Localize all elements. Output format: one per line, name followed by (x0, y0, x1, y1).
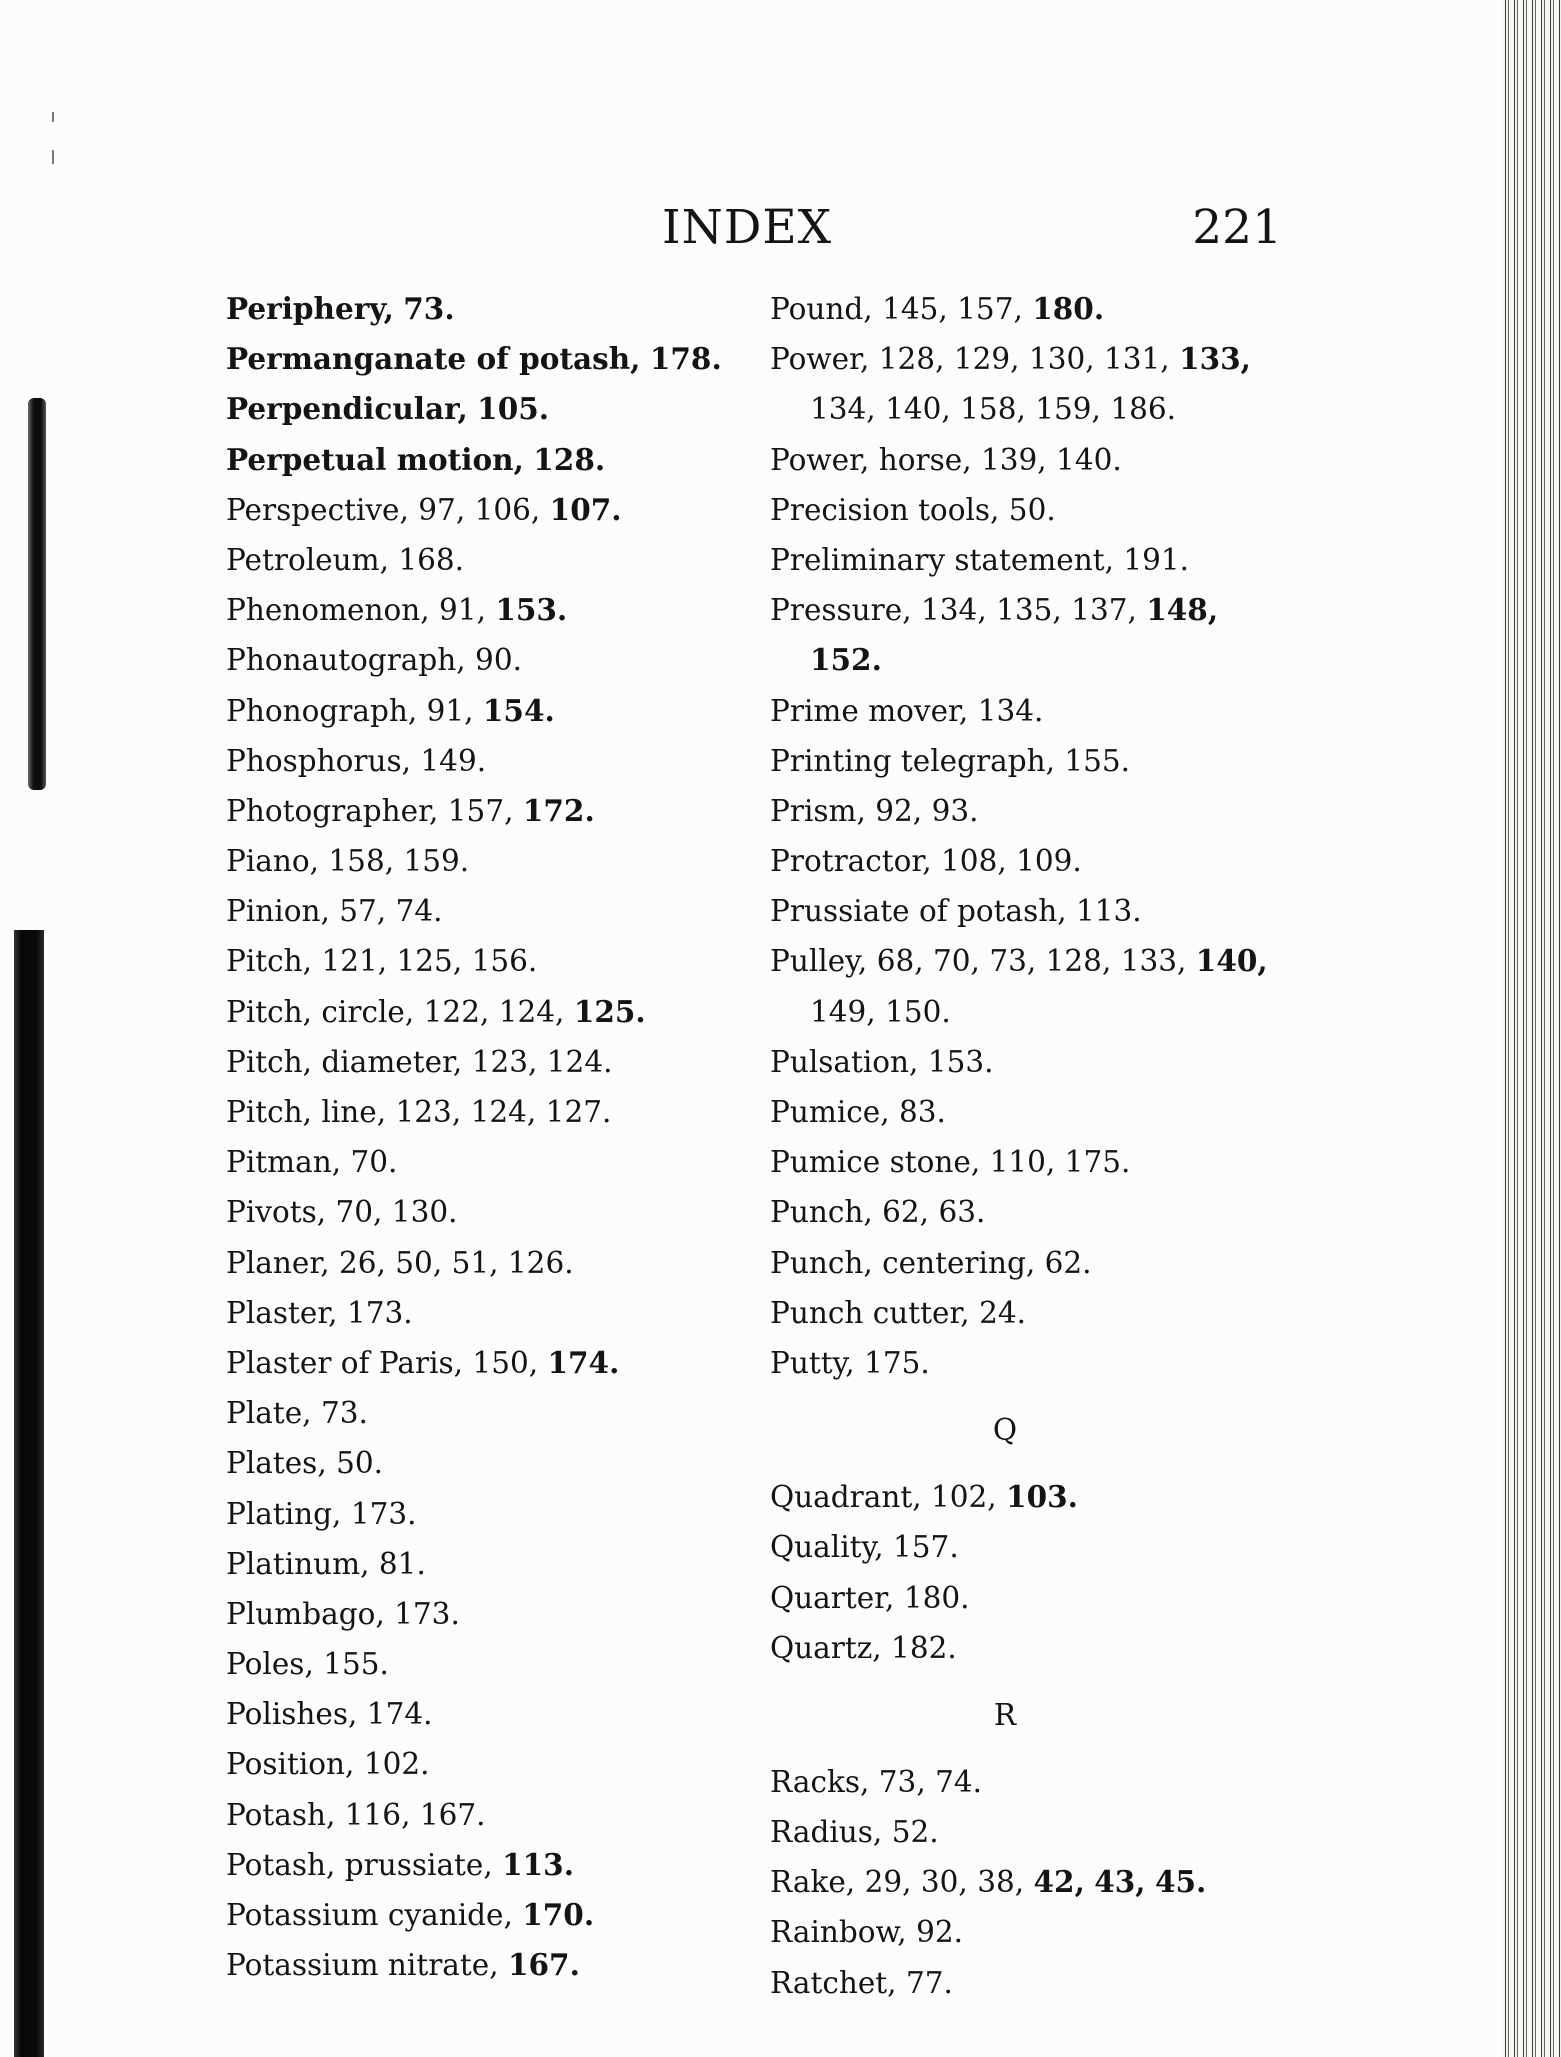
page-reference: 43, (1094, 1864, 1146, 1900)
page-reference: 93. (931, 793, 979, 828)
index-term: Pulley, (770, 944, 868, 979)
index-entry (226, 736, 746, 786)
page-reference: 173. (350, 1496, 417, 1531)
index-term: Prism, (770, 793, 866, 828)
index-term: Prime mover, (770, 693, 969, 728)
page-reference: 150. (885, 994, 951, 1029)
page-reference: 73. (320, 1396, 368, 1431)
index-term: Plaster of Paris, (226, 1345, 464, 1380)
index-term: Poles, (226, 1647, 314, 1682)
page-reference: 70. (350, 1145, 398, 1180)
index-term: Power, horse, (770, 442, 972, 477)
index-entry (770, 1522, 1290, 1572)
index-term: Plumbago, (226, 1596, 385, 1631)
index-term: Phenomenon, (226, 593, 430, 628)
page-reference: 81. (378, 1546, 426, 1581)
index-term: Power, (770, 342, 870, 377)
page-reference: 159. (403, 844, 470, 879)
page-reference: 91, (426, 693, 474, 728)
index-entry (770, 1187, 1290, 1237)
page-reference: 130. (391, 1195, 458, 1230)
page-reference: 29, (864, 1865, 912, 1900)
page-reference: 123, (471, 1044, 538, 1079)
index-term: Quarter, (770, 1580, 895, 1615)
index-term: Racks, (770, 1764, 870, 1799)
index-entry (226, 585, 746, 635)
page-reference: 26, (338, 1245, 386, 1280)
index-entry (770, 1037, 1290, 1087)
page-reference: 155. (1064, 743, 1131, 778)
index-entry (226, 836, 746, 886)
index-term: Potash, prussiate, (226, 1847, 493, 1882)
index-term: Protractor, (770, 844, 932, 879)
page-reference: 68, (876, 944, 924, 979)
page-reference: 128, (1045, 944, 1112, 979)
index-entry (770, 1857, 1290, 1907)
index-entry (770, 435, 1290, 485)
page-reference: 173. (394, 1596, 460, 1631)
index-entry (226, 1288, 746, 1338)
index-entry (226, 485, 746, 535)
index-entry (226, 535, 746, 585)
page-reference: 90. (475, 643, 522, 678)
page-reference: 180. (1032, 291, 1105, 326)
page-title: INDEX (662, 200, 833, 255)
page-reference: 73, (878, 1764, 926, 1799)
page-reference: 63. (938, 1195, 986, 1230)
page-reference: 140. (1056, 442, 1122, 477)
index-entry (226, 635, 746, 685)
index-entry (226, 786, 746, 836)
page-reference: 182. (891, 1630, 957, 1665)
index-term: Perpendicular, (226, 391, 468, 427)
page-reference: 158, (960, 392, 1026, 427)
page-reference: 122, (423, 994, 490, 1029)
index-term: Perspective, (226, 492, 409, 527)
page-reference: 50, (395, 1245, 443, 1280)
page-reference: 156. (471, 944, 538, 979)
index-term: Perpetual motion, (226, 441, 524, 477)
index-term: Precision tools, (770, 492, 1000, 527)
index-term: Petroleum, (226, 542, 389, 577)
page-reference: 133, (1179, 341, 1251, 377)
page-reference: 124, (470, 1095, 537, 1129)
scan-margin-mark-bottom (14, 930, 44, 2057)
scan-speck (52, 112, 54, 122)
page-reference: 62, (882, 1195, 930, 1230)
index-entry (226, 1739, 746, 1789)
page-reference: 91, (439, 593, 486, 628)
index-entry (770, 1472, 1290, 1522)
page-reference: 173. (346, 1295, 413, 1330)
index-entry (226, 1840, 746, 1890)
index-entry (770, 1573, 1290, 1623)
index-entry (770, 1958, 1290, 2008)
page-reference: 175. (1064, 1145, 1131, 1180)
index-term: Putty, (770, 1345, 855, 1380)
index-term: Prussiate of potash, (770, 894, 1067, 929)
index-column-left (226, 284, 746, 1990)
index-term: Piano, (226, 844, 320, 879)
index-entry (770, 1288, 1290, 1338)
index-entry (226, 384, 746, 434)
page-header (230, 200, 1282, 260)
page-reference: 57, (339, 894, 387, 929)
index-entry (770, 786, 1290, 836)
index-entry (770, 1907, 1290, 1957)
index-term: Phonograph, (226, 693, 418, 728)
page-reference: 42, (1033, 1864, 1085, 1900)
index-entry (226, 284, 746, 334)
page-reference: 123, (395, 1095, 462, 1129)
page-reference: 51, (451, 1245, 499, 1280)
index-entry-continuation (770, 635, 1290, 685)
index-term: Rake, (770, 1865, 856, 1900)
index-entry (770, 485, 1290, 535)
index-term: Potash, (226, 1797, 336, 1832)
page-reference: 127. (545, 1095, 612, 1129)
page-reference: 191. (1123, 542, 1190, 577)
index-entry (226, 1539, 746, 1589)
index-entry (770, 1137, 1290, 1187)
index-entry (770, 1338, 1290, 1388)
page-reference: 50. (1008, 492, 1056, 527)
index-entry (226, 1790, 746, 1840)
page-reference: 102. (363, 1747, 430, 1782)
page-reference: 24. (979, 1295, 1026, 1330)
index-entry (226, 987, 746, 1037)
page-reference: 158, (328, 844, 395, 879)
page-reference: 113. (502, 1846, 574, 1882)
index-term: Printing telegraph, (770, 743, 1055, 778)
page-reference: 167. (507, 1947, 580, 1983)
page-reference: 103. (1006, 1479, 1078, 1515)
index-entry (226, 1890, 746, 1940)
page-reference: 113. (1076, 894, 1142, 929)
page-reference: 77. (905, 1965, 953, 2000)
index-entry (226, 1338, 746, 1388)
page-reference: 124. (546, 1044, 613, 1079)
page-reference: 175. (864, 1345, 930, 1380)
page-reference: 157, (957, 292, 1023, 326)
index-entry (770, 1623, 1290, 1673)
page-reference: 128, (878, 342, 945, 377)
index-entry (770, 736, 1290, 786)
index-entry (226, 686, 746, 736)
page-reference: 131, (1104, 342, 1170, 377)
index-term: Radius, (770, 1815, 883, 1850)
page-reference: 167. (419, 1797, 486, 1832)
index-term: Plate, (226, 1396, 312, 1431)
index-entry (770, 334, 1290, 384)
index-term: Polishes, (226, 1697, 358, 1732)
page-reference: 178. (649, 341, 722, 377)
page-reference: 130, (1028, 342, 1095, 377)
page-reference: 126. (507, 1245, 574, 1280)
page-reference: 125, (396, 944, 463, 979)
index-term: Punch cutter, (770, 1295, 970, 1330)
index-entry (226, 1137, 746, 1187)
index-entry (226, 334, 746, 384)
page-reference: 180. (903, 1580, 970, 1615)
page-reference: 128. (533, 441, 606, 477)
scan-speck (52, 150, 54, 164)
index-term: Pitch, line, (226, 1095, 387, 1129)
page-reference: 106, (474, 492, 541, 527)
index-entry (226, 1087, 746, 1137)
page-reference: 149. (420, 743, 487, 778)
index-entry (770, 1087, 1290, 1137)
page-reference: 159, (1035, 392, 1101, 427)
index-entry (226, 886, 746, 936)
index-entry (226, 1689, 746, 1739)
page-reference: 30, (920, 1865, 968, 1900)
index-entry-continuation (770, 987, 1290, 1037)
page-reference: 70, (933, 944, 980, 979)
index-entry (226, 936, 746, 986)
page-reference: 73, (989, 944, 1037, 979)
index-entry (770, 1807, 1290, 1857)
section-letter: R (993, 1697, 1017, 1732)
index-entry-continuation (770, 384, 1290, 434)
page-reference: 92. (916, 1915, 963, 1950)
index-term: Ratchet, (770, 1965, 897, 2000)
index-term: Pitch, (226, 944, 313, 979)
page-reference: 139, (980, 442, 1047, 477)
page-reference: 102, (930, 1480, 997, 1515)
index-entry (770, 1238, 1290, 1288)
page-number: 221 (1192, 200, 1282, 255)
index-entry (226, 435, 746, 485)
page-reference: 129, (953, 342, 1020, 377)
page-reference: 92, (875, 793, 923, 828)
page-reference: 152. (810, 642, 882, 678)
index-entry (770, 886, 1290, 936)
page-reference: 110, (989, 1145, 1056, 1180)
index-term: Pulsation, (770, 1044, 919, 1079)
page-reference: 116, (344, 1797, 411, 1832)
page-reference: 134, (921, 593, 987, 628)
index-entry (226, 1639, 746, 1689)
page-reference: 70, (335, 1195, 383, 1230)
index-term: Quality, (770, 1530, 884, 1565)
index-term: Quartz, (770, 1630, 882, 1665)
index-entry (770, 284, 1290, 334)
page-reference: 157. (893, 1530, 959, 1565)
index-term: Pinion, (226, 894, 330, 929)
index-entry (770, 686, 1290, 736)
index-term: Potassium cyanide, (226, 1898, 513, 1932)
page-reference: 133, (1120, 944, 1187, 979)
page-reference: 62. (1044, 1245, 1092, 1280)
index-term: Planer, (226, 1245, 330, 1280)
page-reference: 168. (398, 542, 465, 577)
index-term: Pivots, (226, 1195, 327, 1230)
page-reference: 157, (447, 793, 514, 828)
page-reference: 140, (885, 392, 951, 427)
index-term: Periphery, (226, 291, 394, 326)
index-term: Pumice, (770, 1095, 890, 1129)
index-entry (770, 535, 1290, 585)
index-entry (770, 836, 1290, 886)
scan-spine-edge (1503, 0, 1561, 2057)
index-entry (226, 1388, 746, 1438)
index-term: Photographer, (226, 793, 439, 828)
index-term: Preliminary statement, (770, 542, 1114, 577)
index-term: Potassium nitrate, (226, 1948, 499, 1983)
page-reference: 140, (1195, 943, 1268, 979)
page-reference: 121, (321, 944, 388, 979)
index-entry (770, 936, 1290, 986)
page-reference: 109. (1016, 844, 1082, 879)
index-term: Position, (226, 1747, 355, 1782)
page-reference: 172. (522, 792, 595, 828)
index-term: Plates, (226, 1446, 327, 1481)
index-entry (226, 1187, 746, 1237)
index-term: Quadrant, (770, 1480, 922, 1515)
page-reference: 74. (935, 1764, 983, 1799)
scan-margin-mark-top (28, 398, 46, 790)
page-reference: 155. (323, 1647, 389, 1682)
page-reference: 145, (882, 292, 948, 326)
index-term: Rainbow, (770, 1915, 907, 1950)
index-term: Pound, (770, 292, 873, 326)
page-reference: 149, (810, 994, 876, 1029)
page-reference: 150, (472, 1345, 539, 1380)
index-entry (226, 1238, 746, 1288)
index-term: Plating, (226, 1496, 342, 1531)
page-reference: 186. (1110, 392, 1176, 427)
index-term: Pitch, diameter, (226, 1044, 463, 1079)
index-term: Plaster, (226, 1295, 338, 1330)
page-reference: 108, (941, 844, 1007, 879)
page-reference: 97, (418, 492, 466, 527)
index-entry (226, 1037, 746, 1087)
index-term: Pumice stone, (770, 1145, 981, 1180)
index-term: Platinum, (226, 1546, 370, 1581)
index-term: Pressure, (770, 593, 912, 628)
index-entry (226, 1589, 746, 1639)
page-reference: 153. (927, 1044, 994, 1079)
page-reference: 148, (1146, 592, 1219, 628)
index-term: Phosphorus, (226, 743, 412, 778)
index-column-right (770, 284, 1290, 2008)
page-reference: 125. (573, 993, 646, 1029)
page-reference: 105. (477, 391, 550, 427)
index-term: Permanganate of potash, (226, 341, 641, 377)
page-reference: 174. (547, 1344, 620, 1380)
page-reference: 45. (1154, 1864, 1207, 1900)
page-reference: 124, (498, 994, 565, 1029)
page-reference: 38, (977, 1865, 1025, 1900)
index-term: Pitch, circle, (226, 994, 415, 1029)
index-entry (226, 1489, 746, 1539)
index-entry (226, 1438, 746, 1488)
page-reference: 134, (810, 392, 876, 427)
page-reference: 153. (495, 592, 568, 628)
index-term: Punch, centering, (770, 1245, 1036, 1280)
section-letter: Q (992, 1413, 1018, 1448)
page-reference: 135, (996, 593, 1062, 628)
index-term: Phonautograph, (226, 643, 466, 678)
index-entry (226, 1940, 746, 1990)
page-reference: 107. (549, 491, 622, 527)
page-reference: 174. (366, 1697, 433, 1732)
page-reference: 134. (977, 693, 1044, 728)
page-reference: 50. (336, 1446, 384, 1481)
index-term: Pitman, (226, 1145, 342, 1180)
page-reference: 73. (403, 291, 455, 326)
index-entry (770, 585, 1290, 635)
index-entry (770, 1757, 1290, 1807)
page-reference: 52. (891, 1815, 939, 1850)
page-reference: 83. (899, 1095, 946, 1129)
index-term: Punch, (770, 1195, 873, 1230)
page-reference: 137, (1071, 593, 1137, 628)
page-reference: 170. (522, 1897, 595, 1932)
page-reference: 74. (395, 894, 443, 929)
page-reference: 154. (482, 692, 555, 728)
